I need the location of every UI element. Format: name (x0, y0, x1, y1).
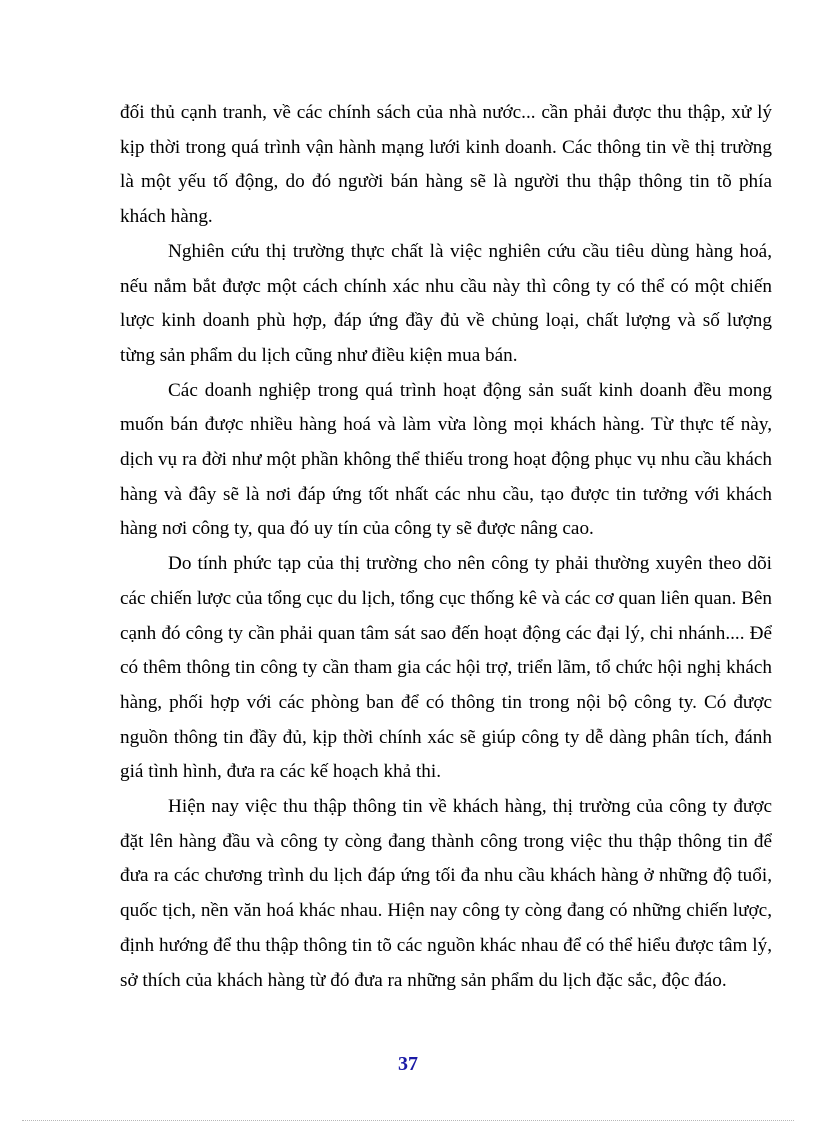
paragraph-market-research: Nghiên cứu thị trường thực chất là việc nghiên cứu cầu tiêu dùng hàng hoá, nếu nắm bắt được một cách chính xác nhu cầu này thì công ty có thể có một chiến lược kinh doanh phù hợp, đáp ứng đầy đủ về chủng loại, chất lượng và số lượng từng sản phẩm du lịch cũng như điều kiện mua bán. (120, 240, 772, 366)
paragraph-market-complexity: Do tính phức tạp của thị trường cho nên công ty phải thường xuyên theo dõi các chiến lược của tổng cục du lịch, tổng cục thống kê và các cơ quan liên quan. Bên cạnh đó công ty cần phải quan tâm sát sao đến hoạt động các đại lý, chi nhánh.... Để có thêm thông tin công ty cần tham gia các hội trợ, triển lãm, tổ chức hội nghị khách hàng, phối hợp với các phòng ban để có thông tin trong nội bộ công ty. Có được nguồn thông tin đầy đủ, kịp thời chính xác sẽ giúp công ty dễ dàng phân tích, đánh giá tình hình, đưa ra các kế hoạch khả thi. (120, 553, 772, 783)
paragraph-continuation: đối thủ cạnh tranh, về các chính sách của nhà nước... cần phải được thu thập, xử lý kịp thời trong quá trình vận hành mạng lưới kinh doanh. Các thông tin về thị trường là một yếu tố động, do đó người bán hàng sẽ là người thu thập thông tin tõ phía khách hàng. (120, 102, 772, 228)
page-bottom-divider (22, 1120, 794, 1121)
body-text (120, 96, 772, 998)
paragraph-information-collection: Hiện nay việc thu thập thông tin về khách hàng, thị trường của công ty được đặt lên hàng đầu và công ty còng đang thành công trong việc thu thập thông tin để đưa ra các chương trình du lịch đáp ứng tối đa nhu cầu khách hàng ở những độ tuổi, quốc tịch, nền văn hoá khác nhau. Hiện nay công ty còng đang có những chiến lược, định hướng để thu thập thông tin tõ các nguồn khác nhau để có thể hiểu được tâm lý, sở thích của khách hàng từ đó đưa ra những sản phẩm du lịch đặc sắc, độc đáo. (120, 796, 772, 991)
paragraph-enterprises: Các doanh nghiệp trong quá trình hoạt động sản suất kinh doanh đều mong muốn bán được nhiều hàng hoá và làm vừa lòng mọi khách hàng. Từ thực tế này, dịch vụ ra đời như một phần không thể thiếu trong hoạt động phục vụ nhu cầu khách hàng và đây sẽ là nơi đáp ứng tốt nhất các nhu cầu, tạo được tin tưởng với khách hàng nơi công ty, qua đó uy tín của công ty sẽ được nâng cao. (120, 379, 772, 540)
page-number: 37 (398, 1053, 418, 1075)
